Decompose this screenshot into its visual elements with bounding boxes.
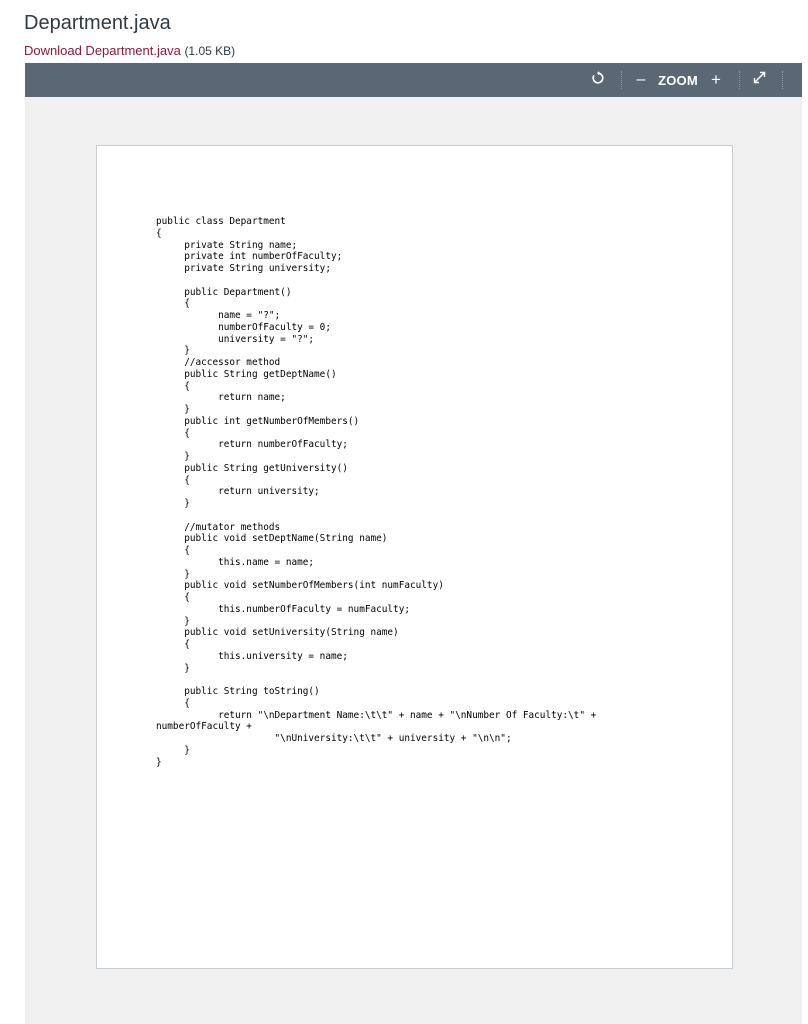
document-page [96,145,733,969]
toolbar-separator [621,71,622,89]
file-size: (1.05 KB) [184,44,236,58]
zoom-label: ZOOM [658,72,698,88]
download-line [24,43,235,59]
download-link[interactable]: Download Department.java [24,43,181,58]
page-title: Department.java [24,12,171,34]
minus-icon: – [636,71,646,88]
toolbar-separator [782,71,783,89]
fullscreen-button[interactable] [749,63,769,97]
zoom-out-button[interactable] [632,63,650,97]
zoom-label-box [655,63,701,97]
zoom-in-button[interactable] [707,63,725,97]
document-viewer[interactable] [25,63,802,1024]
expand-icon [753,71,766,89]
plus-icon: + [711,70,721,89]
toolbar-separator [739,71,740,89]
rotate-icon [591,71,605,90]
code-content: public class Department { private String name; private int numberOfFaculty; private String university; public Department() { name = "?"; numberOfFaculty = 0; university = "?"; } //accessor method public String getDeptName() { return name; } public int getNumberOfMembers() { return numberOfFaculty; } public String getUniversity() { return university; } //mutator methods public void setDeptName(String name) { this.name = name; } public void setNumberOfMembers(int numFaculty) { this.numberOfFaculty = numFaculty; } public void setUniversity(String name) { this.university = name; } public String toString() { return "\nDepartment Name:\t\t" + name + "\nNumber Of Faculty:\t" + numberOfFaculty + "\nUniversity:\t\t" + university + "\n\n"; } } [156,216,597,768]
viewer-toolbar [25,63,802,97]
rotate-button[interactable] [588,63,608,97]
